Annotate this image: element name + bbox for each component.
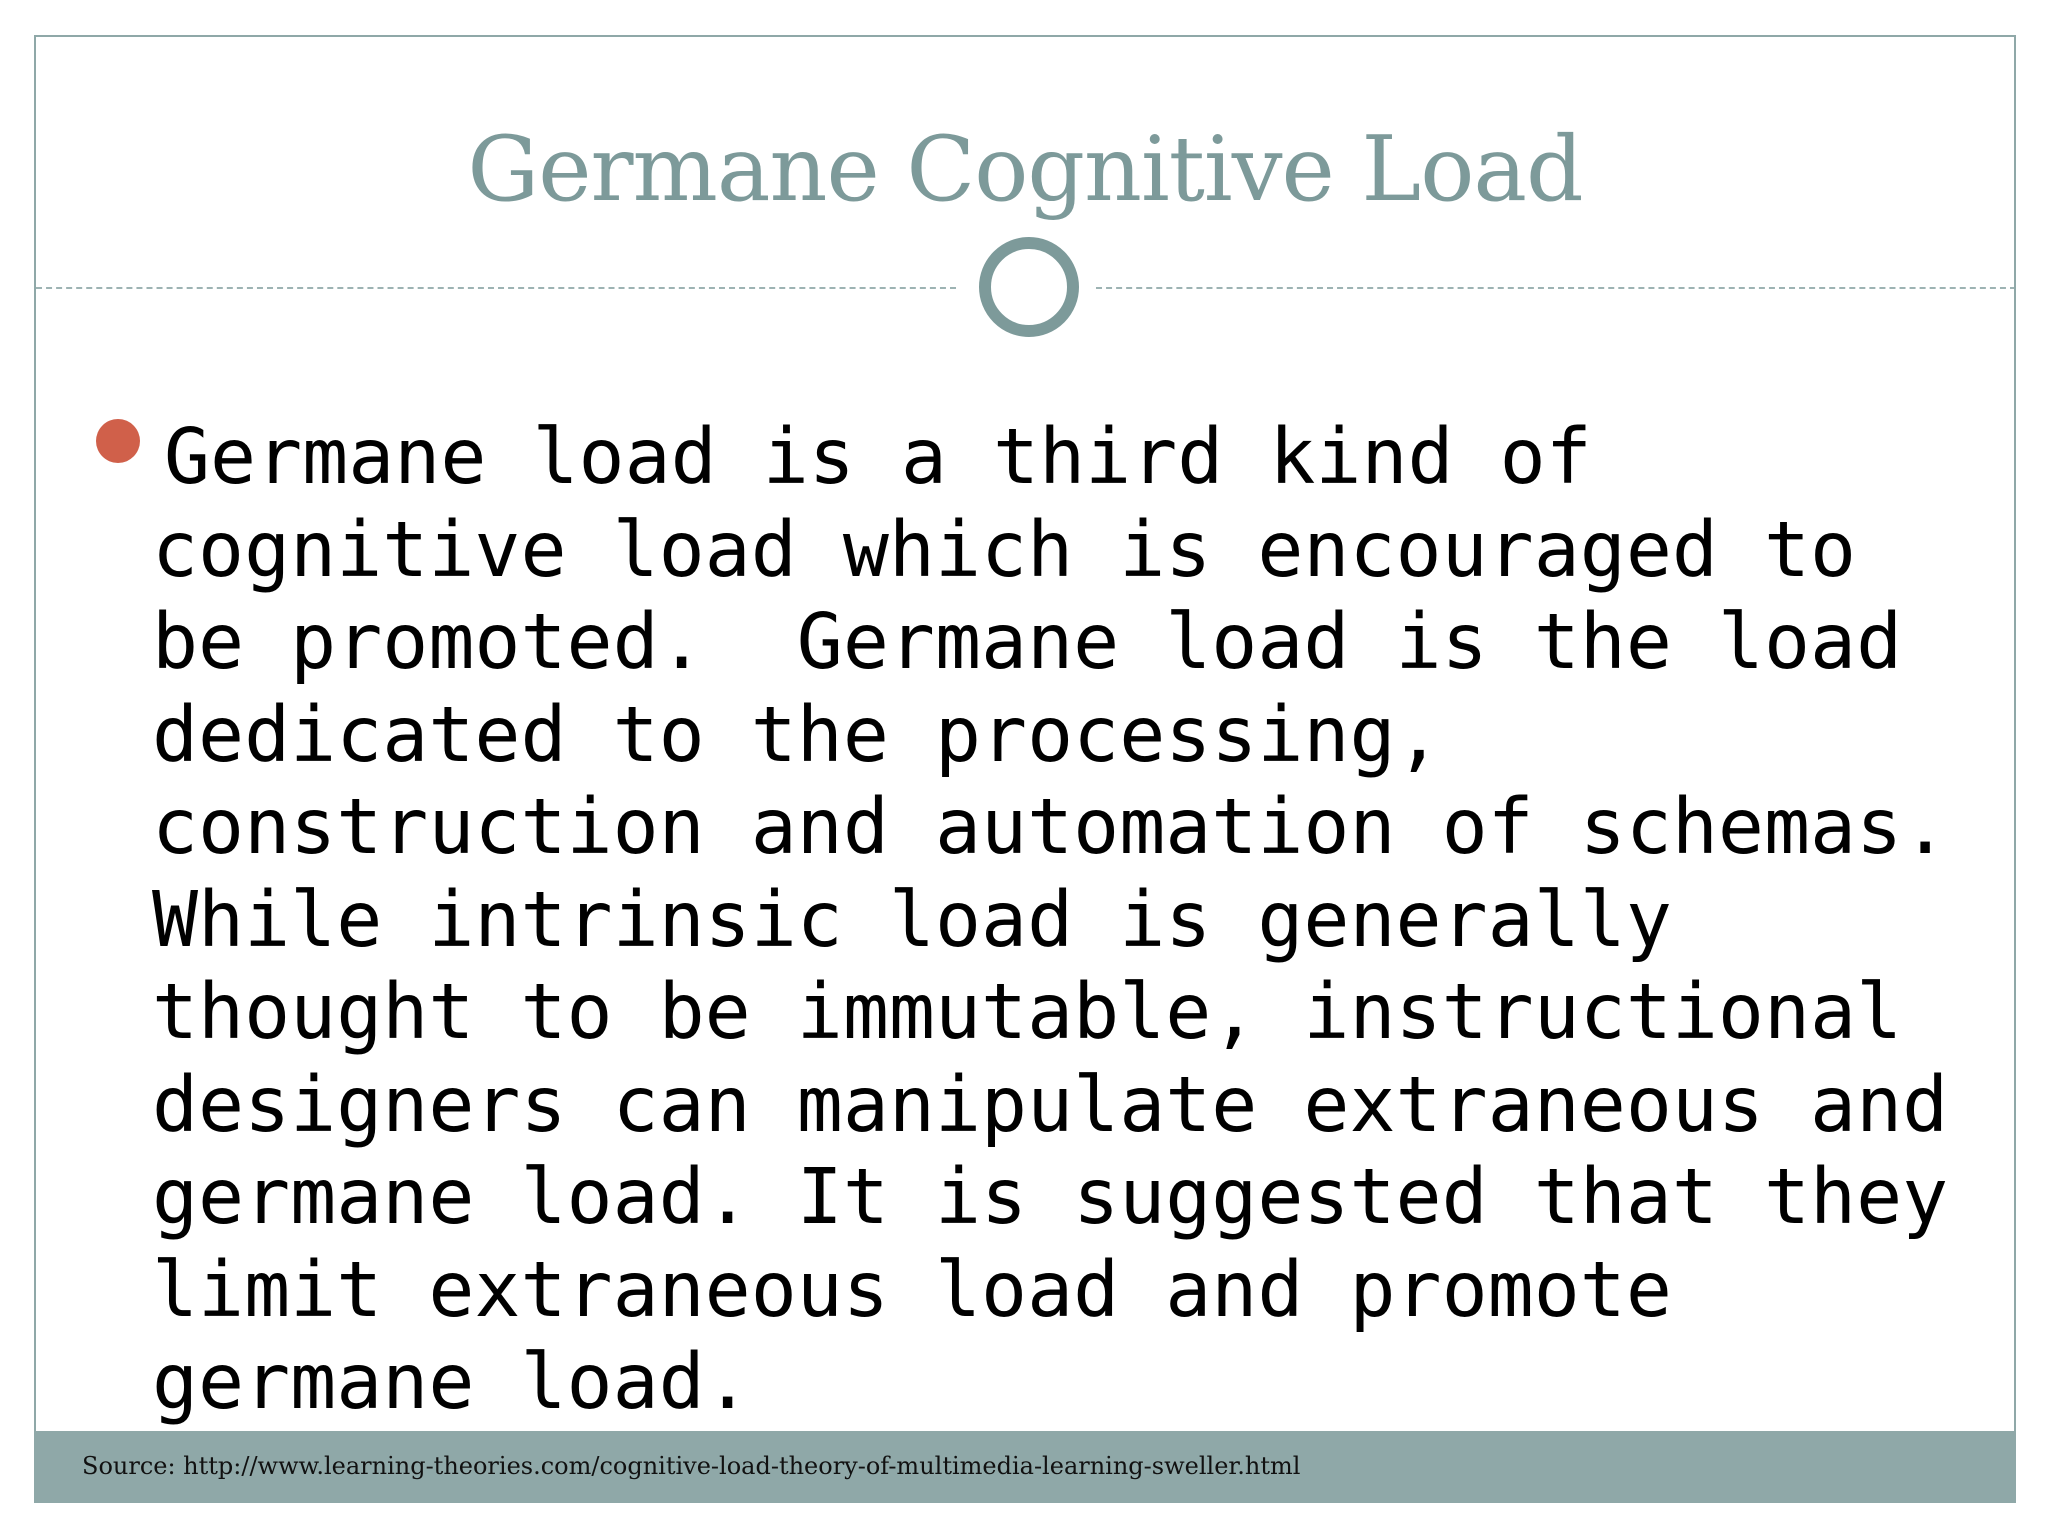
body-paragraph — [152, 412, 1992, 1430]
body-content — [152, 412, 1992, 1430]
body-line: cognitive load which is encouraged to — [152, 505, 1857, 595]
title-divider-right — [1096, 287, 2016, 289]
footer-band — [36, 1431, 2014, 1501]
title-divider-left — [36, 287, 956, 289]
body-line: be promoted. Germane load is the load — [152, 598, 1903, 687]
body-line: dedicated to the processing, — [152, 690, 1442, 780]
body-line: limit extraneous load and promote — [152, 1245, 1672, 1335]
body-line: designers can manipulate extraneous and — [152, 1060, 1949, 1150]
slide — [34, 35, 2016, 1503]
body-line: construction and automation of schemas. — [152, 783, 1949, 872]
bullet-dot-icon — [96, 419, 140, 463]
body-line: While intrinsic load is generally — [152, 875, 1672, 965]
body-line: Germane load is a third kind of — [164, 413, 1592, 502]
slide-title: Germane Cognitive Load — [467, 117, 1583, 222]
body-line: thought to be immutable, instructional — [152, 968, 1903, 1057]
source-citation: Source: http://www.learning-theories.com/cognitive-load-theory-of-multimedia-learning-sweller.html — [82, 1452, 1301, 1480]
body-line: germane load. — [152, 1338, 751, 1427]
divider-ring-icon — [979, 237, 1079, 337]
body-line: germane load. It is suggested that they — [152, 1153, 1949, 1242]
